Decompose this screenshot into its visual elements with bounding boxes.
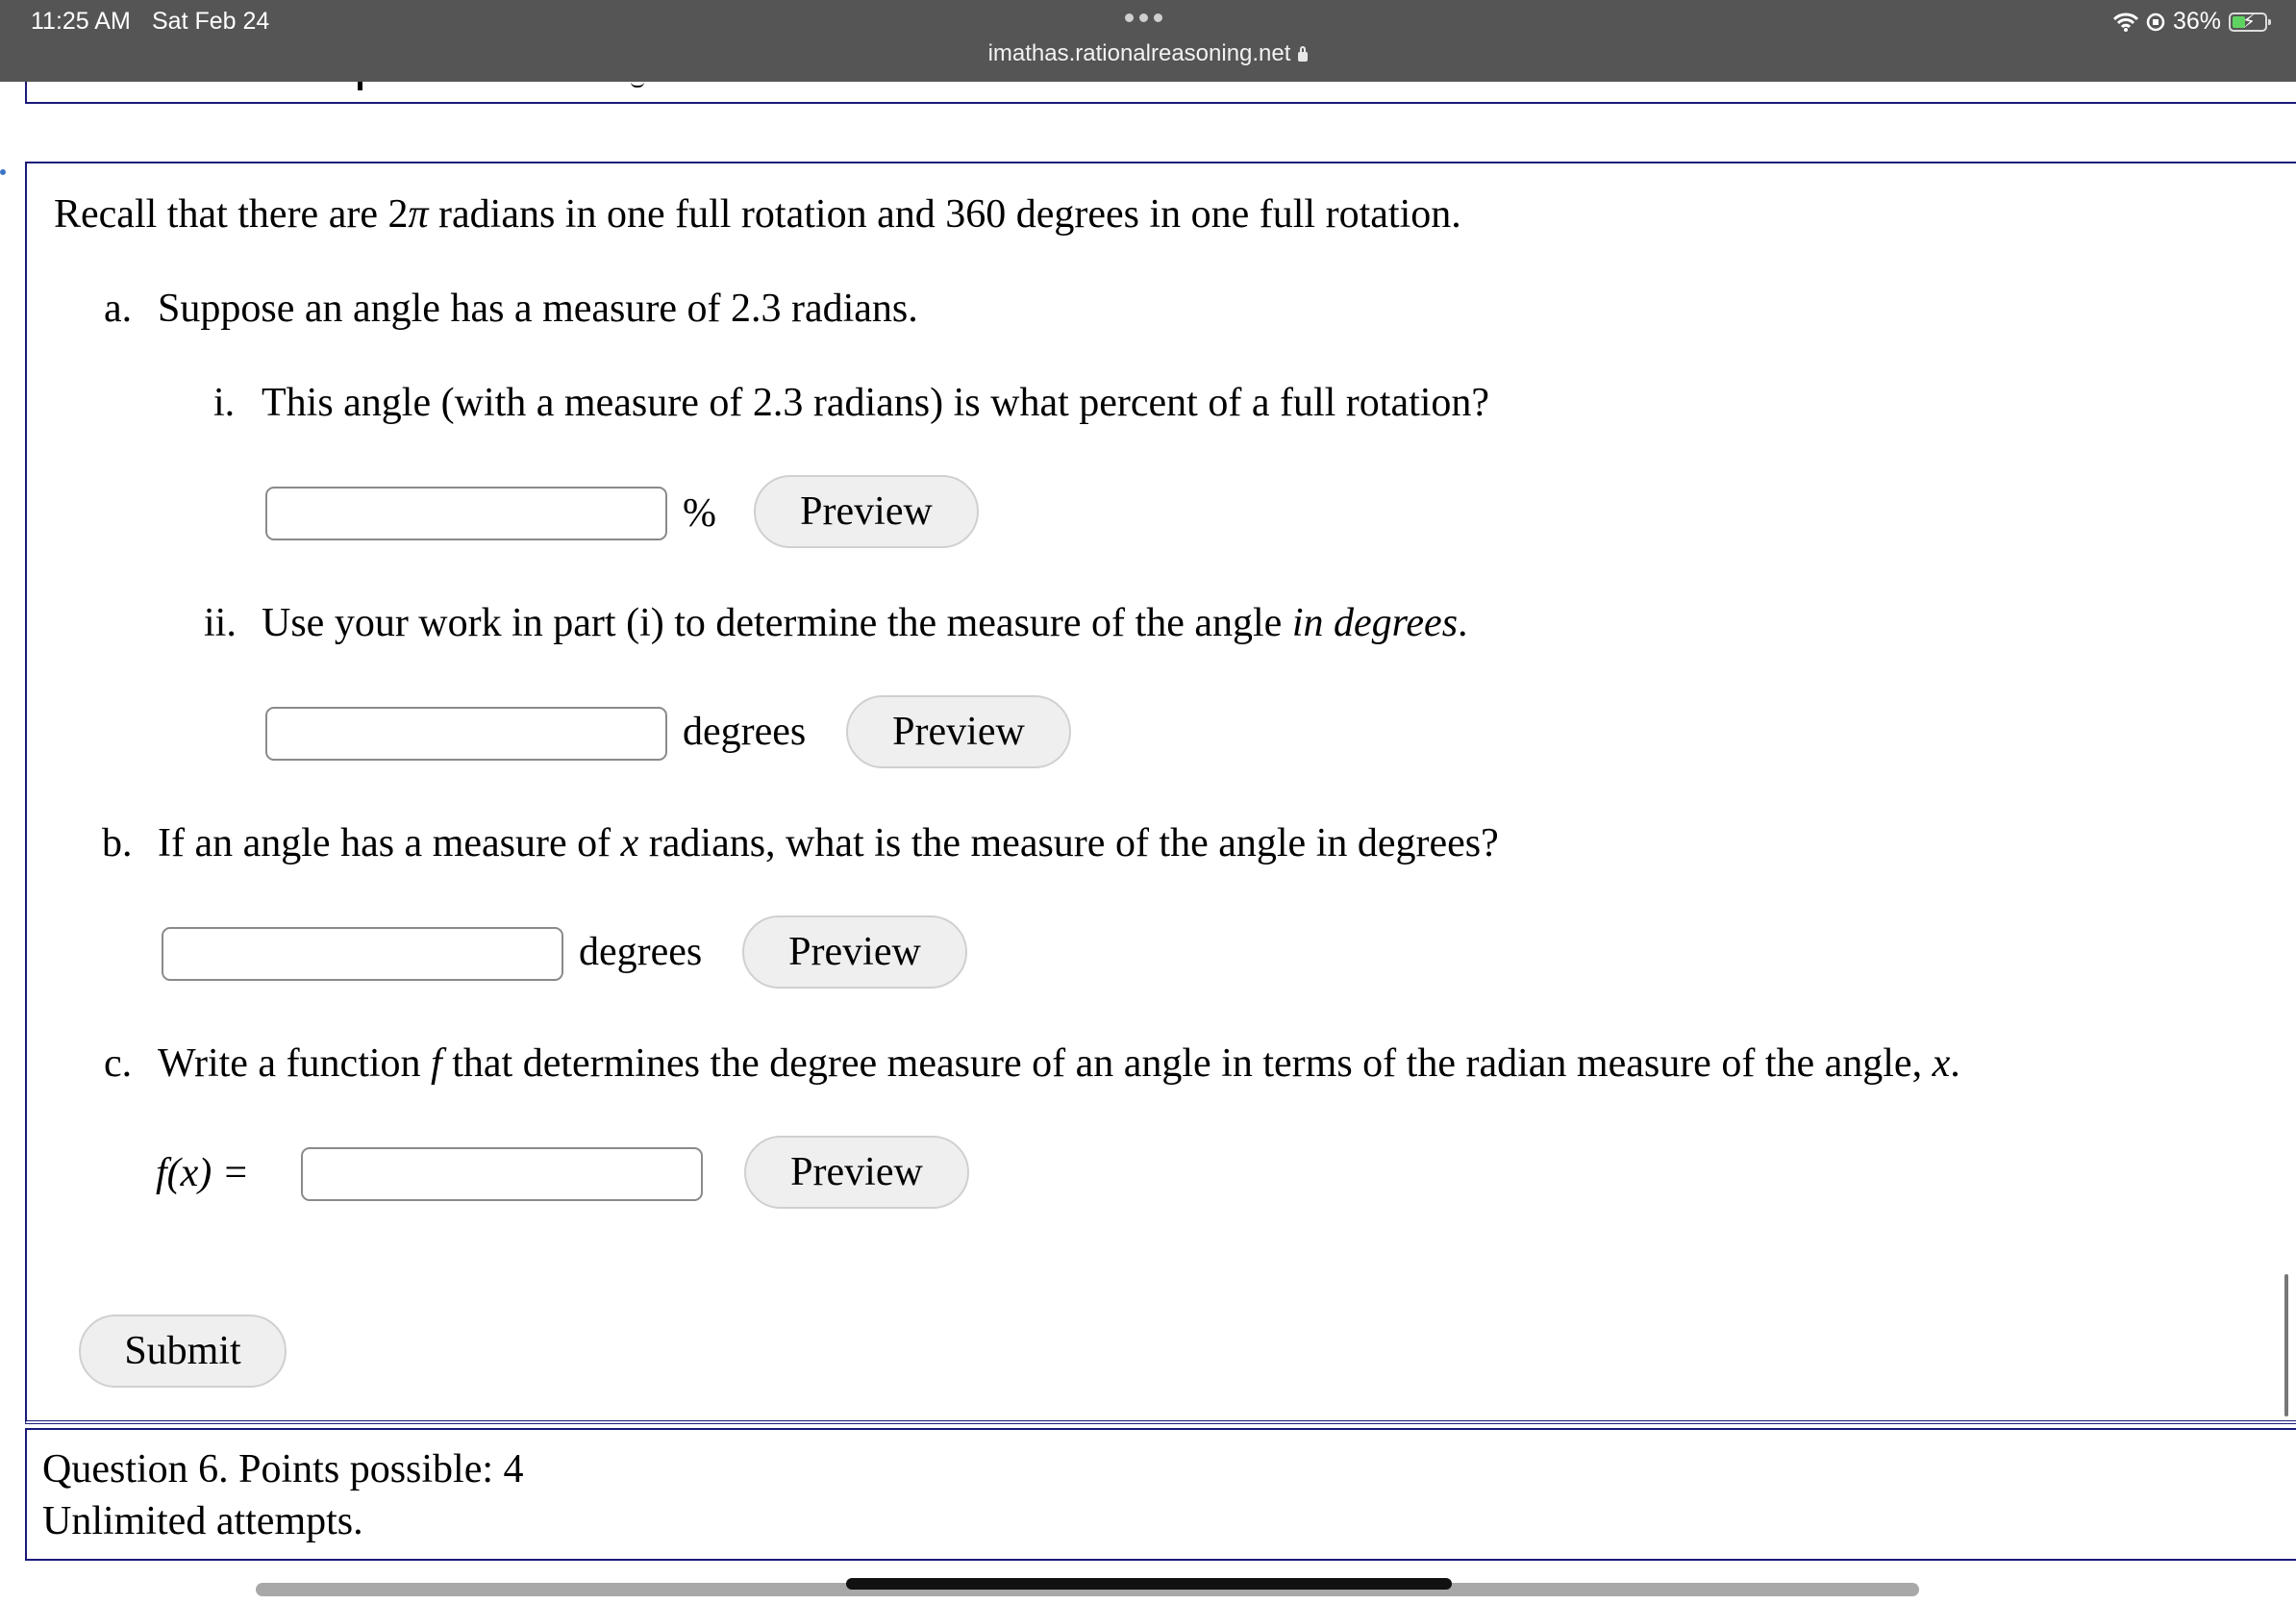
percent-unit: % [683, 491, 716, 536]
address-bar[interactable] [0, 40, 2296, 67]
part-a-ii-marker: ii. [204, 601, 237, 645]
question-points: Question 6. Points possible: 4 [42, 1447, 524, 1491]
home-indicator[interactable] [846, 1578, 1452, 1590]
lock-icon [1298, 52, 1308, 62]
degrees-unit-b: degrees [579, 930, 703, 974]
status-icons [2113, 8, 2267, 36]
status-bar [0, 0, 2296, 82]
part-a-text: Suppose an angle has a measure of 2.3 radians. [158, 287, 918, 331]
question-intro: Recall that there are 2π radians in one full rotation and 360 degrees in one full rotation. [54, 192, 1461, 237]
status-time: 11:25 AM [31, 8, 131, 35]
vertical-scroll-indicator[interactable] [2284, 1274, 2288, 1416]
orientation-lock-icon [2146, 13, 2165, 32]
part-b-text: If an angle has a measure of x radians, what is the measure of the angle in degrees? [158, 821, 1499, 865]
part-a-i-text: This angle (with a measure of 2.3 radians) is what percent of a full rotation? [262, 381, 1490, 425]
question-box [25, 162, 2296, 1424]
submit-button[interactable]: Submit [79, 1315, 287, 1388]
degrees-input-b[interactable] [162, 927, 563, 981]
preview-button-a-i[interactable]: Preview [754, 475, 979, 548]
multitasking-dots-icon[interactable] [1125, 13, 1162, 22]
preview-button-c[interactable]: Preview [744, 1136, 969, 1209]
battery-percent: 36% [2172, 8, 2221, 35]
part-a-ii-text: Use your work in part (i) to determine the measure of the angle in degrees. [262, 601, 1468, 645]
next-question-info [25, 1428, 2296, 1561]
previous-question-fragment [25, 82, 2296, 104]
status-date: Sat Feb 24 [152, 8, 270, 35]
part-b-marker: b. [102, 821, 133, 865]
question-attempts: Unlimited attempts. [42, 1499, 363, 1543]
battery-icon: ⚡ [2229, 13, 2267, 32]
degrees-input-a-ii[interactable] [265, 707, 667, 761]
preview-button-a-ii[interactable]: Preview [846, 695, 1071, 768]
url-text: imathas.rationalreasoning.net [987, 40, 1291, 66]
part-c-text: Write a function f that determines the degree measure of an angle in terms of the radian measure of the angle, x. [158, 1041, 1960, 1086]
percent-input[interactable] [265, 487, 667, 540]
part-c-marker: c. [104, 1041, 133, 1086]
part-a-i-marker: i. [213, 381, 236, 425]
function-lhs: f(x) = [156, 1151, 250, 1195]
function-input[interactable] [301, 1147, 703, 1201]
scroll-marker [0, 169, 6, 175]
preview-button-b[interactable]: Preview [742, 915, 967, 989]
part-a-marker: a. [104, 287, 133, 331]
degrees-unit-a-ii: degrees [683, 710, 807, 754]
wifi-icon [2113, 13, 2138, 32]
